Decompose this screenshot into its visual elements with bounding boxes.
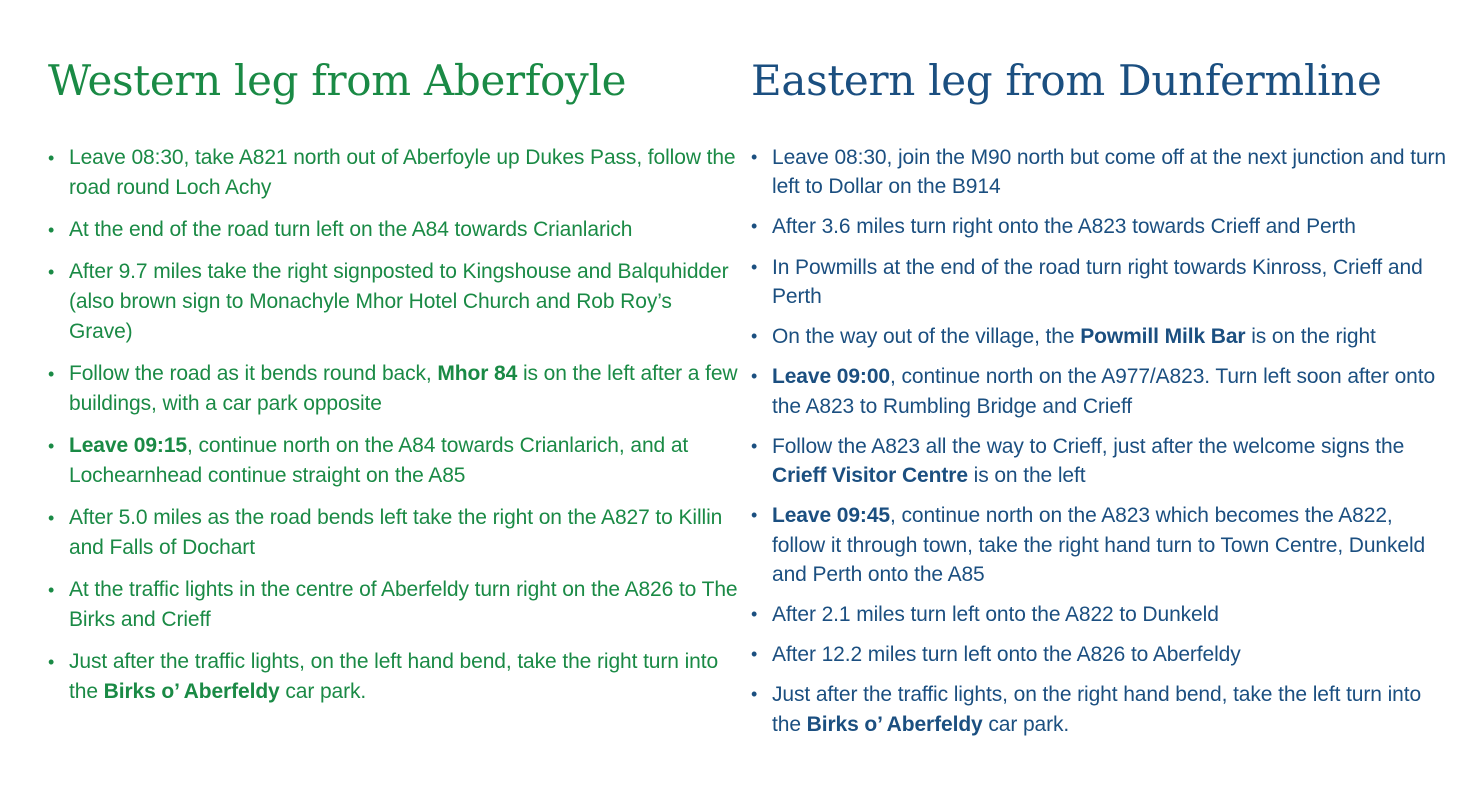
step-text: After 12.2 miles turn left onto the A826 to Aberfeldy — [772, 643, 1241, 667]
step-text: In Powmills at the end of the road turn right towards Kinross, Crieff and Perth — [772, 255, 1423, 308]
highlight-text: Leave 09:15 — [69, 434, 187, 457]
bullet-icon: • — [48, 436, 55, 456]
direction-step — [751, 362, 1451, 421]
direction-step — [48, 257, 738, 347]
direction-step — [48, 575, 738, 635]
bullet-icon: • — [48, 220, 55, 240]
step-text: is on the left — [967, 464, 1086, 488]
bullet-icon: • — [751, 435, 758, 456]
highlight-text: Crieff Visitor Centre — [772, 464, 968, 488]
step-text: Just after the traffic lights, on the right hand bend, take the left turn into the — [772, 683, 1422, 736]
step-text: After 5.0 miles as the road bends left take the right on the A827 to Killin and Falls of Dochart — [69, 506, 723, 559]
direction-step — [48, 359, 738, 419]
step-text: At the traffic lights in the centre of Aberfeldy turn right on the A826 to The Birks and Crieff — [69, 578, 738, 631]
step-text: At the end of the road turn left on the A84 towards Crianlarich — [69, 218, 633, 241]
step-text: is on the left after a few buildings, with a car park opposite — [69, 362, 738, 415]
direction-step — [751, 600, 1451, 629]
eastern-leg-title: Eastern leg from Dunfermline — [751, 56, 1382, 105]
bullet-icon: • — [751, 147, 758, 167]
bullet-icon: • — [751, 505, 758, 526]
direction-step — [751, 212, 1451, 241]
highlight-text: Birks o’ Aberfeldy — [806, 712, 983, 736]
direction-step — [48, 503, 738, 563]
direction-step — [48, 143, 738, 203]
eastern-leg-directions — [751, 143, 1451, 750]
bullet-icon: • — [751, 256, 758, 277]
western-leg-directions — [48, 143, 738, 719]
bullet-icon: • — [48, 652, 55, 672]
bullet-icon: • — [48, 148, 55, 168]
western-leg-title: Western leg from Aberfoyle — [48, 56, 627, 105]
bullet-icon: • — [751, 684, 758, 705]
step-text: , continue north on the A823 which becomes the A822, follow it through town, take the right hand turn to Town Centre, Dunkeld and Perth onto the A85 — [772, 504, 1426, 586]
direction-step — [751, 143, 1451, 202]
direction-step — [48, 647, 738, 707]
direction-step — [751, 322, 1451, 351]
highlight-text: Powmill Milk Bar — [1080, 325, 1246, 349]
direction-step — [751, 253, 1451, 312]
bullet-icon: • — [48, 508, 55, 528]
step-text: After 9.7 miles take the right signposted to Kingshouse and Balquhidder (also brown sign to Monachyle Mhor Hotel Church and Rob Roy’s Grave) — [69, 260, 729, 343]
direction-step — [48, 215, 738, 245]
bullet-icon: • — [48, 262, 55, 282]
step-text: Follow the A823 all the way to Crieff, just after the welcome signs the — [772, 434, 1405, 458]
direction-step — [751, 680, 1451, 739]
bullet-icon: • — [48, 580, 55, 600]
bullet-icon: • — [751, 326, 758, 347]
bullet-icon: • — [751, 366, 758, 387]
direction-step — [751, 432, 1451, 491]
bullet-icon: • — [751, 604, 758, 625]
highlight-text: Leave 09:45 — [772, 504, 890, 528]
bullet-icon: • — [48, 364, 55, 384]
step-text: , continue north on the A84 towards Crianlarich, and at Lochearnhead continue straight on the A85 — [69, 434, 689, 487]
bullet-icon: • — [751, 644, 758, 665]
step-text: Leave 08:30, take A821 north out of Aberfoyle up Dukes Pass, follow the road round Loch Achy — [69, 146, 736, 199]
step-text: After 3.6 miles turn right onto the A823 towards Crieff and Perth — [772, 215, 1356, 239]
bullet-icon: • — [751, 216, 758, 237]
step-text: car park. — [279, 680, 367, 703]
step-text: car park. — [982, 712, 1070, 736]
step-text: is on the right — [1245, 325, 1376, 349]
step-text: Just after the traffic lights, on the left hand bend, take the right turn into the — [69, 650, 719, 703]
highlight-text: Birks o’ Aberfeldy — [103, 680, 280, 703]
step-text: , continue north on the A977/A823. Turn left soon after onto the A823 to Rumbling Bridge and Crieff — [772, 365, 1436, 418]
step-text: After 2.1 miles turn left onto the A822 to Dunkeld — [772, 603, 1219, 627]
step-text: Follow the road as it bends round back, — [69, 362, 438, 385]
direction-step — [751, 640, 1451, 669]
step-text: On the way out of the village, the — [772, 325, 1081, 349]
direction-step — [751, 501, 1451, 589]
highlight-text: Mhor 84 — [437, 362, 518, 385]
direction-step — [48, 431, 738, 491]
highlight-text: Leave 09:00 — [772, 365, 890, 389]
step-text: Leave 08:30, join the M90 north but come off at the next junction and turn left to Dollar on the B914 — [772, 146, 1447, 199]
